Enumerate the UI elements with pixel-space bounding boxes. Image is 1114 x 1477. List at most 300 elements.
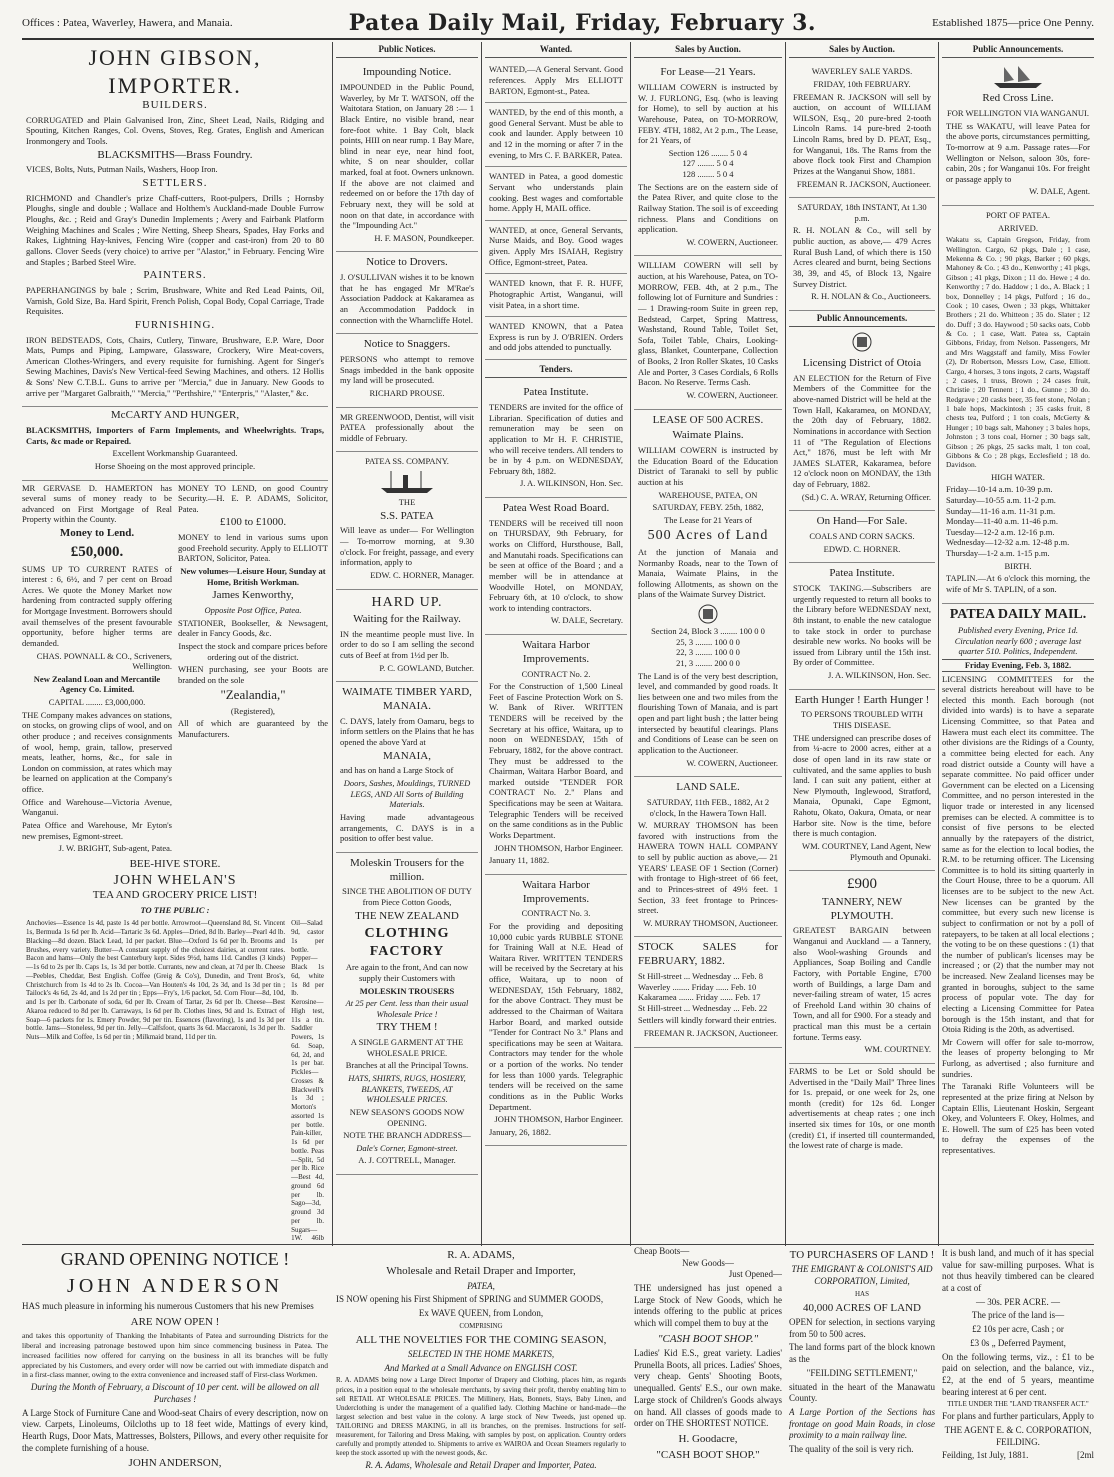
stock-sign: FREEMAN R. JACKSON, Auctioneer. — [643, 1028, 778, 1038]
tide-row: Thursday—1-2 a.m. 1-15 p.m. — [946, 548, 1050, 558]
anderson-sign: JOHN ANDERSON, — [128, 1457, 222, 1470]
licensing-ad — [789, 353, 935, 511]
hardup-ad — [336, 590, 478, 683]
mail-date: Friday Evening, Feb. 3, 1882. — [942, 659, 1094, 672]
timber-heading: WAIMATE TIMBER YARD, MANAIA. — [342, 686, 472, 712]
tide-row: Monday—11-40 a.m. 11-46 p.m. — [946, 516, 1058, 527]
money-text: SUMS UP TO CURRENT RATES of interest : 6, 6½, and 7 per cent on Broad Acres. We quote the Money Market now hardening from contracted supply offering for Mortgage Investment. Borrowers should avail themselves of the present favourable opportunity, before higher terms are demanded. — [22, 563, 172, 648]
boot-list: Ladies' Kid E.S., great variety. Ladies' Prunella Boots, all prices. Ladies' Shoes, very cheap. Gents' Shooting Boots, unequalled. Gents' E.S., our own make. Large stock of Children's Goods always on hand. All classes of goods made to order on THE SHORTEST NOTICE. — [634, 1348, 782, 1429]
hardup-sign: P. C. GOWLAND, Butcher. — [379, 662, 474, 673]
anderson-name: JOHN ANDERSON — [67, 1275, 283, 1298]
adams-ship: Ex WAVE QUEEN, from London, — [418, 1307, 544, 1318]
timber-goods: Doors, Sashes, Mouldings, TURNED LEGS, AND All Sorts of Building Materials. — [343, 778, 471, 810]
acres500: 500 Acres of Land — [647, 528, 769, 544]
tannery-price: £900 — [847, 876, 877, 893]
junction-text: At the junction of Manaia and Normanby Roads, near to the Town of Manaia, Waimate Plains, in the following Allotments, as shown on the plans of the Waimate Survey District. — [638, 546, 778, 600]
furniture-text: A Large Stock of Furniture Cane and Wood-seat Chairs of every description, now on view. Carpets, Linoleums, Oilcloths up to 18 feet wide, Mattings of every kind, Hearth Rugs, Door Mats, Mattresses, Bolsters, Pillows, and every other requisite for the complete furnishing of a house. — [22, 1407, 328, 1453]
snaggers-ad — [336, 334, 478, 407]
boots-text: WHEN purchasing, see your Boots are branded on the sole — [178, 664, 328, 685]
beehive-heading: BEE-HIVE STORE. — [129, 857, 221, 870]
single-garment: A SINGLE GARMENT AT THE WHOLESALE PRICE. — [350, 1037, 464, 1058]
port-ad — [942, 206, 1094, 604]
zealandia-foot: All of which are guaranteed by the Manufacturers. — [178, 718, 328, 739]
section-row: Section 126 ........ 5 0 4 — [668, 147, 748, 158]
wanted-5: WANTED known, that F. R. HUFF, Photographic Artist, Wanganui, will visit Patea, in a short time. — [485, 276, 627, 317]
arrived-text: Wakatu ss, Captain Gregson, Friday, from Wellington. Cargo, 62 pkgs, Dale ; 1 case, Mekenna & Co. ; 90 pkgs, Barker ; 60 pkgs, Mahoney & Co. ; 43 do., Kenworthy ; 41 pkgs, Gibson ; 41 pkgs, Dixon ; 11 do. Hewe ; 4 do. Kenworthy ; 7 do. Haddow ; 1 do., A. Black ; 1 box, Donnelley ; 14 pkgs, Pulford ; 16 do., Cook ; 10 cases, Owen ; 33 pkgs, Whittaker Brothers ; 21 do. Whitteon ; 35 do. Slater ; 12 do. Duff ; 3 do. Haywood ; 50 sacks oats, Cobb & Co. ; 1 case, Watt. Patea ss, Captain Gibbons, Friday, from Nelson. Passengers, Mr and Mrs Waggstaff and family, Miss Fowler (2), Dr Robertson, Messrs Low, Case, Elliott. Cargo, 4 horses, 3 tons ingots, 2 carts, Wagstaff ; 2 cases, 1 truss, Brown ; 24 cases fruit, Christie ; 20 Tennent ; 1 do., Gunne ; 30 do. Redgrave ; 20 casks beer, 35 feet stone, Nolan ; 1 bale hops, Mackintosh ; 35 casks fruit, 8 chests tea, Pulford ; 1 ton coals, McGerty & Hunger ; 10 bags salt, Mahoney ; 3 bales hops, Johnston ; 3 tons coal, Horner ; 30 bags salt, Gibson ; 26 pkgs, 25 sacks malt, 1 ton coal, Gibbons & Co ; 28 pkgs, Ecclesfield ; 18 do. Davidson. — [946, 235, 1090, 470]
grand-opening-heading: GRAND OPENING NOTICE ! — [60, 1249, 290, 1269]
coals-text: COALS AND CORN SACKS. — [809, 531, 915, 541]
timber-text-2: and has on hand a Large Stock of — [340, 765, 454, 776]
gibson-ad — [22, 42, 328, 407]
red-cross-heading: Red Cross Line. — [982, 92, 1054, 105]
dentist-ad — [336, 408, 478, 453]
nolan-sign: R. H. NOLAN & Co., Auctioneers. — [811, 291, 931, 302]
section-row: 127 ........ 5 0 4 — [682, 158, 734, 169]
column-rule — [332, 42, 333, 1246]
column-public-notices — [336, 42, 478, 1242]
new-season: NEW SEASON'S GOODS NOW OPENING. — [349, 1106, 465, 1128]
tide-row: Friday—10-14 a.m. 10-39 p.m. — [946, 484, 1053, 495]
money-ads — [22, 481, 328, 856]
dentist-text: MR GREENWOOD, Dentist, will visit PATEA professionally about the middle of February. — [340, 411, 474, 443]
wanted-2: WANTED, by the end of this month, a good General Servant. Must be able to cook and launder. Apply between 10 and 12 in the morning or after 7 in the evening, to Mrs C. F. BARKER, Patea. — [485, 105, 627, 167]
lend-amount: £100 to £1000. — [219, 516, 287, 529]
adams-place: PATEA, — [467, 1280, 495, 1291]
try-them: TRY THEM ! — [376, 1021, 438, 1034]
sat18: SATURDAY, 18th INSTANT, At 1.30 p.m. — [797, 202, 927, 223]
money-amount: £50,000. — [70, 543, 124, 560]
ss-sign: EDW. C. HORNER, Manager. — [370, 569, 474, 580]
furlong-lease-ad — [634, 62, 782, 256]
harbor-text: For the Construction of 1,500 Lineal Feet of Fascine Protection Work on S. W. Bank of River. WRITTEN TENDERS will be received by the Secretary at his office, Waitara, up to noon on WEDNESDAY, 15th of February, 1882, for the above contract. They must be addressed to the Chairman, Waitara Harbor Board, and marked outside "TENDER FOR CONTRACT No. 2." Plans and Specifications may be seen at Waitara. Telegraphic Tenders will be received on the same conditions as in the Public Works Department. — [489, 681, 623, 840]
adams-text: R. A. ADAMS being now a Large Direct Importer of Drapery and Clothing, places him, as regards prices, in a position equal to the wholesale merchants, by saving their profit, thereby enabling him to sell RETAIL AT WHOLESALE PRICES. The Millinery, Hats, Bonnets, Stays, Baby Linen, and Underclothing is under the management of a qualified lady. Clothing Machine or hand-made—the largest selection and best value in the colony. A large stock of New Tweeds, just opened up. TAILORING and DRESS MAKING, in all its branches, on the premises. Instructions for self-measurement, for Tailoring and Dress Making, with samples by post, on application. Country orders carefully and promptly attended to. Shipments to arrive ex WAIROA and Ocean Steamers regularly to keep the stock assorted up with the newest goods, &c. — [336, 1376, 626, 1458]
sale-date: SATURDAY, FEBY. 25th, 1882, — [652, 502, 764, 513]
column-auctions-2 — [789, 42, 935, 1242]
warehouse: WAREHOUSE, PATEA, ON — [658, 489, 758, 500]
moleskin-trousers: MOLESKIN TROUSERS — [359, 985, 455, 996]
zealandia-registered: (Registered), — [230, 705, 276, 716]
anderson-text-2: and takes this opportunity of Thanking the Inhabitants of Patea and surrounding Districts for the liberal and increasing patronage bestowed upon him since commencing business in Patea. The increased facilities now offered for carrying on the business in all its branches will be fully appreciated by his Customers, and every order will now be carried out with immediate dispatch and in a first-class manner, owing to the extra convenience and increased staff of First-class Workmen. — [22, 1331, 328, 1380]
settlers-heading: SETTLERS. — [142, 177, 208, 189]
boot-head-1: Cheap Boots— — [634, 1246, 690, 1256]
land-sale-date: SATURDAY, 11th FEB., 1882, At 2 o'clock, In the Hawera Town Hall. — [646, 796, 770, 818]
tide-row: Tuesday—12-2 a.m. 12-16 p.m. — [946, 526, 1055, 537]
drovers-ad — [336, 252, 478, 334]
boot-text: THE undersigned has just opened a Large Stock of New Goods, which he intends offering to the public at prices which will compel them to buy at the — [634, 1283, 782, 1329]
adams-open: IS NOW opening his First Shipment of SPRING and SUMMER GOODS, — [336, 1294, 604, 1305]
nzloan-text: THE Company makes advances on stations, on stocks, on growing clips of wool, and on other produce ; and receives consignments of wool, hemp, grain, tallow, preserved meats, leather, horns, &c., for sale in London on commission, at rates which may be learned on application at the Company's office. — [22, 709, 172, 794]
thomson-text: W. MURRAY THOMSON has been favored with instructions from the HAWERA TOWN HALL COMPANY to sell by public auction as above,— 21 YEARS' LEASE OF 1 Section (Corner) with frontage to High-street of 66 feet, and to Princes-street of 49½ feet. 1 Section, 33 feet frontage to Princes-street. — [638, 820, 778, 916]
section-rule — [22, 1244, 1094, 1245]
tide-row: Wednesday—12-32 a.m. 12-48 p.m. — [946, 537, 1070, 548]
adams-name: R. A. ADAMS, — [447, 1249, 515, 1261]
editorial-licensing: LICENSING COMMITTEES for the several districts hereabout will have to be elected this month. Each borough (not divided into wards) is to have a separate Licensing Committee, so that Patea and Hawera must each elect its committee. The other divisions are the Ridings of a County, a committee being elected for each. Any road district outside a County will have a separate committee. No paid officer under Government can be elected on a Licensing Committee, and no person interested in the liquor trade or interested in any licensed premises can be elected. A committee is to consist of five persons to be elected annually by the ratepayers of the district, same as for the election to local bodies, the R.M. to be returning officer. The Licensing Committee is to hold its sitting quarterly in the Court House, three to be a quorum. All licenses are to be subject to the new Act. New licenses can be granted by the committee, but every such new license is subject to confirmation or not by a poll of ratepayers, to be taken at all local elections ; the voting to be on these questions : (1) that the number of publican's licenses may be increased ; or (2) that the number may not be increased. New Zealand licenses may be granted in boroughs, subject to the same process of popular vote. The day for electing a Licensing Committee for Patea borough is the 15th instant, and that for Otoia Riding is the 20th, as advertised. — [942, 673, 1094, 1035]
column-gibson — [22, 42, 328, 1242]
sailing-ship-icon — [988, 64, 1048, 90]
factory-heading: CLOTHING FACTORY — [364, 926, 450, 959]
terms: On the following terms, viz., : £1 to be paid on selection, and the balance, viz., £2, at the end of 5 years, meantime bearing interest at 6 per cent. — [942, 1351, 1094, 1397]
stock-sales-heading: STOCK SALES for FEBRUARY, 1882. — [638, 941, 778, 968]
wanted-4: WANTED, at once, General Servants, Nurse Maids, and Boy. Good wages given. Apply Mrs ISAIAH, Registry Office, Egmont-street, Patea. — [485, 223, 627, 275]
stock-row: St Hill-street ... Wednesday ... Feb. 22 — [638, 1002, 768, 1013]
lend-ad: MONEY TO LEND, on good Country Security.—H. E. P. ADAMS, Solicitor, Patea. — [178, 482, 328, 514]
to-the-public: TO THE PUBLIC : — [140, 904, 210, 915]
acres-heading: 40,000 ACRES OF LAND — [803, 1301, 921, 1314]
clothing-factory-ad — [336, 853, 478, 1175]
furniture-sale-text: WILLIAM COWERN will sell by auction, at his Warehouse, Patea, on TO-MORROW, FEB. 4th, at 2 p.m., The following lot of Furniture and Sundries :— 1 Drawing-room Suite in green rep, Bedstead, Carpet, Spring Mattress, Washstand, Round Table, Toilet Set, Sofa, Toilet Table, Chairs, Looking-glass, Blanket, Counterpane, Collection of Books, 2 Iron Roller Skates, 10 Casks Ale and Porter, 3 Cases Cordials, 6 Rolls Bacon. No Reserve. Terms Cash. — [638, 260, 778, 388]
tannery-sign: WM. COURTNEY. — [864, 1044, 931, 1055]
impound-ad — [336, 62, 478, 252]
furniture-sale-sign: W. COWERN, Auctioneer. — [686, 389, 778, 400]
coals-ad — [789, 511, 935, 563]
snaggers-sign: RICHARD PROUSE. — [369, 387, 445, 398]
waimate-text: WILLIAM COWERN is instructed by the Education Board of the Education District of Taranaki to sell by public auction at his — [638, 445, 778, 487]
institute-tender — [485, 382, 627, 498]
section-row: 128 ........ 5 0 4 — [682, 169, 734, 179]
drovers-heading: Notice to Drovers. — [366, 256, 448, 269]
waimate-sign: W. COWERN, Auctioneer. — [686, 757, 778, 768]
cowern-lease-text: WILLIAM COWERN is instructed by W. J. FURLONG, Esq. (who is leaving for Home), to sell by auction at his Warehouse, Patea, on TO-MORROW, FEBY. 4TH, 1882, At 2 p.m., The Lease, for 21 Years, of — [638, 82, 778, 146]
kenworthy-text: STATIONER, Bookseller, & Newsagent, dealer in Fancy Goods, &c. — [178, 617, 328, 639]
harbor-sign: JOHN THOMSON, Harbor Engineer. — [494, 842, 623, 853]
block-row: 25, 3 ........ 100 0 0 — [676, 636, 740, 647]
masthead-established: Established 1875—price One Penny. — [932, 17, 1094, 29]
wanted-6: WANTED KNOWN, that a Patea Express is run by J. O'BRIEN. Orders and odd jobs attended to punctually. — [485, 319, 627, 360]
block-list — [638, 626, 778, 669]
impound-heading: Impounding Notice. — [362, 66, 452, 79]
portion: A Large Portion of the Sections has frontage on good Main Roads, in close proximity to a main railway line. — [789, 1406, 935, 1441]
harbor2-date: January, 26, 1882. — [489, 1126, 552, 1137]
nolan-ad — [789, 198, 935, 311]
whelan-sub: TEA AND GROCERY PRICE LIST! — [92, 889, 258, 901]
stock-sales-ad — [634, 937, 782, 1047]
drovers-text: J. O'SULLIVAN wishes it to be known that he has engaged Mr M'Rae's Association Paddock at Kakaramea as an Accommodation Paddock in connection with the Wharncliffe Hotel. — [340, 272, 474, 325]
nzloan-office: Office and Warehouse—Victoria Avenue, Wanganui. — [22, 796, 172, 818]
branches: Branches at all the Principal Towns. — [345, 1060, 469, 1071]
novelties: ALL THE NOVELTIES FOR THE COMING SEASON, — [355, 1333, 607, 1346]
column-rule — [481, 42, 482, 1246]
marked: And Marked at a Small Advance on ENGLISH COST. — [384, 1362, 578, 1373]
harbor-contract: CONTRACT No. 2. — [521, 668, 591, 679]
painters-heading: PAINTERS. — [143, 269, 207, 282]
tannery-heading: TANNERY, NEW PLYMOUTH. — [821, 895, 903, 922]
furnishing-heading: FURNISHING. — [134, 318, 216, 331]
agent: THE AGENT E. & C. CORPORATION, FEILDING. — [944, 1425, 1092, 1447]
block-row: Section 24, Block 3 ........ 100 0 0 — [651, 626, 765, 636]
institute-text: TENDERS are invited for the office of Librarian. Specification of duties and remuneration may be seen on application to Mr H. F. CHRISTIE, who will receive tenders. All tenders to be in by 4 p.m. on WEDNESDAY, February 8th, 1882. — [489, 402, 623, 476]
adams-ad — [336, 1246, 626, 1477]
waimate-heading: Waimate Plains. — [672, 429, 744, 442]
road-board-heading: Patea West Road Board. — [502, 502, 610, 514]
road-board-text: TENDERS will be received till noon on THURSDAY, 9th February, for works on Clifford, Hursthouse, Ball, and Manutahi roads. Specifications can be seen at office of the Board ; and a member will be in attendance at Woodville Hotel, on MONDAY, February 6th, at 10 o'clock, to show work to intending contractors. — [489, 517, 623, 613]
open-selection: OPEN for selection, in sections varying from 50 to 500 acres. — [789, 1317, 935, 1339]
blacksmiths-text: VICES, Bolts, Nuts, Putman Nails, Washers, Hoop Iron. — [26, 164, 218, 175]
blacksmiths-heading: BLACKSMITHS—Brass Foundry. — [97, 148, 253, 161]
mccarty-heading: McCARTY AND HUNGER, — [110, 409, 240, 422]
purchasers-heading: TO PURCHASERS OF LAND ! — [789, 1249, 935, 1261]
red-cross-ad — [942, 62, 1094, 206]
boot-shop-ad — [634, 1246, 782, 1477]
steamship-icon — [377, 469, 437, 495]
licensing-sign: (Sd.) C. A. WRAY, Returning Officer. — [801, 491, 931, 502]
note-address: NOTE THE BRANCH ADDRESS— — [343, 1130, 471, 1141]
anderson-ad — [22, 1246, 328, 1477]
ss-name: S.S. PATEA — [380, 509, 434, 522]
kenworthy-sub: Opposite Post Office, Patea. — [204, 605, 302, 615]
earth-text: THE undersigned can prescribe doses of from ¼-acre to 2000 acres, either at a dose of open land in its raw state or cultivated, and the same applies to bush land. I can suit any patient, either at New Plymouth, Inglewood, Stratford, Manaia, Opunaki, Cape Egmont, Rahotu, Okato, Oakura, Omata, or near Harbor site. Now is the time, before there is much contagion. — [793, 732, 931, 839]
thomson-sign: W. MURRAY THOMSON, Auctioneer. — [643, 917, 778, 928]
licensing-heading: Licensing District of Otoia — [802, 357, 922, 369]
whelan-name: JOHN WHELAN'S — [113, 872, 237, 888]
mail-sub: Published every Evening, Price 1d. Circulation nearly 600 ; average last quarter 510. Politics, Independent. — [954, 625, 1082, 657]
nzloan-agent: Patea Office and Warehouse, Mr Eyton's new premises, Egmont-street. — [22, 819, 172, 841]
harbor2-text: For the providing and depositing 10,000 cubic yards RUBBLE STONE for Training Wall at N.E. Head of Waitara River. WRITTEN TENDERS will be received by the Secretary at his office, Waitara, up to noon of WEDNESDAY, 15th February, 1882, for the above Contract. They must be addressed to the Chairman of Waitara Harbor Board, and marked outside "Tender for Contract No 3." Plans and specifications may be seen at Waitara. Contractors may tender for the whole or a portion of the works. No tender for less than 1000 yards. Telegraphic tenders will be received on the same conditions as in the Public Works Department. — [489, 920, 623, 1112]
institute-sign: J. A. WILKINSON, Hon. Sec. — [519, 478, 623, 489]
red-cross-sub: FOR WELLINGTON VIA WANGANUI. — [947, 108, 1089, 118]
kenworthy-inspect: Inspect the stock and compare prices before ordering out of the district. — [178, 640, 328, 662]
lease21: The Lease for 21 Years of — [664, 514, 752, 525]
zealandia-brand: "Zealandia," — [220, 687, 286, 703]
quality: The quality of the soil is very rich. — [789, 1443, 914, 1454]
hats-list: HATS, SHIRTS, RUGS, HOSIERY, BLANKETS, TWEEDS, AT WHOLESALE PRICES. — [348, 1073, 466, 1105]
harbor2-contract: CONTRACT No. 3. — [521, 908, 591, 919]
stocktaking-text: STOCK TAKING.—Subscribers are urgently requested to return all books to the Library before WEDNESDAY next, 8th instant, to enable the new catalogue to take stock in order to purchase desirable new works. No books will be issued from Library until the 15th inst. By order of Committee. — [793, 583, 931, 668]
road-board-sign: W. DALE, Secretary. — [550, 615, 623, 626]
stocktaking-ad — [789, 563, 935, 689]
whelan-ad — [22, 856, 328, 1242]
harbor-heading: Waitara Harbor Improvements. — [522, 639, 590, 665]
settlers-text: RICHMOND and Chandler's prize Chaff-cutters, Root-pulpers, Drills ; Hornsby Ploughs, single and double ; Wallace and Holthem's Auckland-made Double Furrow Ploughs, &c. ; Reid and Gray's Dunedin Implements ; Avery and Fairbank Platform Weighing Machines and Scales ; Wire Netting, Sheep Shears, Spades, Hay Forks and Rakes, Lightning Hay-knives, Fencing Wire (copper and cast-iron) from 20 to 80 gallons. Clover Seeds (very choice) to arrive per "Alastor," in February. Fencing Wire and Staples ; Barbed Steel Wire. — [26, 192, 324, 267]
nzloan-heading: New Zealand Loan and Mercantile Agency Co. Limited. — [33, 673, 161, 695]
stock-row: Waverley ........ Friday ...... Feb. 10 — [638, 981, 757, 992]
snaggers-text: PERSONS who attempt to remove Snags imbedded in the bank opposite my land will be prosecuted. — [340, 354, 474, 386]
factory-text: Are again to the front, And can now supply their Customers with — [345, 962, 469, 983]
lease-heading: For Lease—21 Years. — [660, 66, 756, 79]
column-rule — [630, 42, 631, 1246]
land-sale-ad — [634, 777, 782, 937]
coals-sign: EDWD. C. HORNER. — [823, 543, 901, 554]
impound-text: IMPOUNDED in the Public Pound, Waverley, by Mr T. WATSON, off the Waitotara Station, on January 28 :— 1 Black Entire, no visible brand, near fore-foot white. 1 Bay Colt, black points, HIII on near rump. 1 Bay Mare, blind in near eye, near hind foot, white, S on near shoulder, collar marked, foal at foot. Owners unknown. If the above are not claimed and redeemed on or before the 17th day of February next, they will be sold at noon on that date, in accordance with the "Impounding Act." — [340, 82, 474, 231]
comprising: COMPRISING — [459, 1321, 503, 1330]
timber-place: MANAIA, — [383, 749, 431, 762]
timber-ad — [336, 682, 478, 853]
section-list — [638, 148, 778, 180]
feilding-ad — [789, 1246, 935, 1477]
gibson-title: JOHN GIBSON, IMPORTER. — [88, 45, 262, 98]
coat-of-arms-icon — [688, 602, 728, 626]
mccarty-text: BLACKSMITHS, Importers of Farm Implements, and Wheelwrights. Traps, Carts, &c made or Repaired. — [26, 425, 324, 446]
tannery-ad — [789, 871, 935, 1064]
harbor-tender-2 — [485, 635, 627, 875]
harbor-tender-3 — [485, 875, 627, 1147]
adams-sub: Wholesale and Retail Draper and Importer, — [386, 1265, 576, 1278]
harbor-date: January 11, 1882. — [489, 855, 550, 866]
moleskin-heading: Moleskin Trousers for the million. — [350, 856, 464, 883]
ss-the: THE — [398, 497, 416, 507]
tide-row: Sunday—11-16 a.m. 11-31 p.m. — [946, 505, 1056, 516]
anderson-text: HAS much pleasure in informing his numerous Customers that his new Premises — [22, 1301, 314, 1312]
editorial-cowern: Mr Cowern will offer for sale to-morrow, the leases of property belonging to Mr Furlong, as advertised ; also furniture and sundries. — [942, 1036, 1094, 1079]
price-list-right: Oil—Salad 9d, castor 1s per bottle. Pepper—Black 1s 6d, white 1s 8d per lb. Kerosine—High test, 11s a tin. Saddler Powers, 1s 6d. Soap, 6d, 2d, and 1s per bar. Pickles—Crosses & Blackwell's 1s 3d ; Morton's assorted 1s per bottle. Pain-killer, 1s 6d per bottle. Peas—Split, 5d per lb. Rice—Best 4d, ground 6d per lb. Sago—3d, ground 3d per lb. Sugars—1W. 46lb — [291, 919, 324, 1242]
masthead-offices: Offices : Patea, Waverley, Hawera, and Manaia. — [22, 17, 233, 29]
moleskin-sub: SINCE THE ABOLITION OF DUTY from Piece Cotton Goods, — [342, 886, 472, 907]
public-notices-header: Public Notices. — [336, 42, 478, 58]
builders-text: CORRUGATED and Plain Galvanised Iron, Zinc, Sheet Lead, Nails, Ridging and Spouting, Kitchen Ranges, Col. Ovens, Stoves, Reg. Grates, English and American Ironmongery and Tools. — [26, 114, 324, 146]
bush-text: It is bush land, and much of it has special value for saw-milling purposes. What is not thus heavily timbered can be cleared at a cost of — [942, 1248, 1094, 1294]
stock-row: Kakaramea ....... Friday ...... Feb. 17 — [638, 992, 761, 1003]
coat-of-arms-icon — [842, 331, 882, 353]
price-list-left: Anchovies—Essence 1s 4d, paste 1s 4d per bottle. Arrowroot—Queensland 8d, St. Vincent 1s, Bermuda 1s 6d per lb. Acid—Tartaric 3s 6d. Apples—Dried, 8d lb. Barley—Pearl 4d lb. Blacking—8d dozen. Black Lead, 1d per packet. Blue—Oxford 1s 6d per lb. Brooms and Brushes, every variety. Butter—A constant supply of the choicest dairies, at current rates. Bacon and hams—Only the best Canterbury kept. Sides 9½d, hams 11d. Candles (3 kinds)—1s 6d to 2s per lb. Caps 1s, 1s 3d per bottle. Currants, new and clean, at 7d per lb. Cheese—Peebles, Cheddar, Best English. Coffee (Greig & Co's), Dunedin, and Trent Bros's, Christchurch from 1s 4d to 2s lb. Cocoa—Van Houten's 4s 10d, 2s 3d, and 1s 3d per tin ; Tailock's 4s 6d, 2s 4d, and 1s 2d per tin ; Epps—Fry's, 1/6 packet, 5d. Corn Flour—8d, 10d, and 1s per lb. Carbonate of soda, 6d per lb. Cream of Tartar, 2s 6d per lb. Cheese—Best Akaroa reduced to 8d per lb. Carraways, 1s 6d per lb. Clothes lines, 9d and 1s. Extract of Soap—6 packets for 1s. Emery Powder, 9d per tin. Essences (flavoring), 1s and 1s 3d per bottle. Jams—Stoneless, 9d per tin. Jelly—Calfsfoot, quarts 3s 6d. Maccaroni, 1s 3d per lb. Nuts—Milk and Coffee, 1s 6d per tin ; Milkmaid brand, 11d per tin. — [26, 919, 286, 1042]
has: HAS — [854, 1289, 869, 1298]
kenworthy-heading: James Kenworthy, — [212, 589, 294, 602]
tenders-header: Tenders. — [485, 362, 627, 378]
public-announcements-header: Public Announcements. — [789, 311, 935, 327]
boot-head-2: New Goods— — [682, 1257, 734, 1268]
timber-text: C. DAYS, lately from Oamaru, begs to inform settlers on the Plains that he has opened the above Yard at — [340, 715, 474, 747]
red-cross-sign: W. DALE, Agent. — [1029, 186, 1090, 197]
auctions2-header: Sales by Auction. — [789, 42, 935, 58]
furniture-sale-ad — [634, 256, 782, 409]
impound-sign: H. F. MASON, Poundkeeper. — [374, 232, 474, 243]
cowern-lease-sign: W. COWERN, Auctioneer. — [686, 236, 778, 247]
nolan-text: R. H. NOLAN & Co., will sell by public auction, as above,— 479 Acres Rural Bush Land, of which there is 150 Acres cleared and burnt, being Sections 38, 39, and 45, of Block 13, Ngaire Survey District. — [793, 225, 931, 289]
earth-heading: Earth Hunger ! Earth Hunger ! — [794, 693, 930, 706]
licensing-text: AN ELECTION for the Return of Five Members of the Committee for the above-named District will be held at the Town Hall, Kakaramea, on MONDAY, the 20th day of February, 1882. Nominations in accordance with Section 11 of "The Regulation of Elections Act," 1876, must be left with Mr JAMES SLATER, Kakaramea, before 12 o'clock noon on MONDAY, the 13th day of February, 1882. — [793, 372, 931, 489]
boot-sign: H. Goodacre, — [678, 1432, 738, 1445]
birth-text: TAPLIN.—At 6 o'clock this morning, the wife of Mr S. TAPLIN, of a son. — [946, 573, 1090, 594]
institute-heading: Patea Institute. — [829, 567, 895, 580]
block-row: 21, 3 ........ 200 0 0 — [676, 657, 740, 668]
lease500-heading: LEASE OF 500 ACRES. — [652, 413, 764, 426]
hardup-sub: Waiting for the Railway. — [353, 613, 461, 625]
feilding-ad-cont — [942, 1246, 1094, 1477]
mail-title: PATEA DAILY MAIL. — [949, 606, 1087, 622]
mccarty-shoeing: Horse Shoeing on the most approved principle. — [94, 460, 256, 471]
emigrant-corp: THE EMIGRANT & COLONIST'S AID CORPORATION, Limited, — [791, 1264, 933, 1286]
price-heading: The price of the land is— — [971, 1310, 1065, 1321]
situated: situated in the heart of the Manawatu County. — [789, 1381, 935, 1404]
auctions-header: Sales by Auction. — [634, 42, 782, 58]
boot-shop-name: "CASH BOOT SHOP." — [657, 1332, 759, 1345]
arrived-heading: ARRIVED. — [998, 222, 1038, 233]
mccarty-guarantee: Excellent Workmanship Guaranteed. — [112, 448, 238, 459]
tide-row: Saturday—10-55 a.m. 11-2 p.m. — [946, 494, 1056, 505]
timber-foot: Having made advantageous arrangements, C. DAYS is in a position to offer best value. — [340, 811, 474, 844]
ss-patea-ad — [336, 452, 478, 589]
feilding-settlement: "FEILDING SETTLEMENT," — [806, 1367, 918, 1378]
adams-sign: R. A. Adams, Wholesale and Retail Draper and Importer, Patea. — [365, 1460, 597, 1471]
land-text: The Land is of the very best description, level, and commanded by good roads. It lies between one and two miles from the flourishing Town of Manaia, and is part open and part light bush ; the latter being intersected by beautiful clearings. Plans and Conditions of Lease can be seen on application to the Auctioneer. — [638, 670, 778, 755]
snaggers-heading: Notice to Snaggers. — [363, 338, 451, 351]
lend-ad-2: MONEY to lend in various sums upon good Freehold security. Apply to ELLIOTT BARTON, Solicitor, Patea. — [178, 532, 328, 564]
port-heading: PORT OF PATEA. — [986, 210, 1050, 220]
institute-heading: Patea Institute. — [523, 386, 589, 399]
cost: — 30s. PER ACRE. — — [975, 1296, 1060, 1307]
now-open: ARE NOW OPEN ! — [130, 1316, 220, 1329]
road-board-tender — [485, 498, 627, 635]
date-row — [942, 1450, 1094, 1462]
onhand-heading: On Hand—For Sale. — [816, 515, 908, 528]
wanted-1: WANTED,—A General Servant. Good references. Apply Mrs ELLIOTT BARTON, Egmont-st., Patea. — [485, 62, 627, 103]
column-rule — [938, 42, 939, 1246]
masthead — [22, 8, 1094, 40]
waverley-yards-ad — [789, 62, 935, 198]
cottrell-sign: A. J. COTTRELL, Manager. — [358, 1155, 456, 1166]
hardup-heading: HARD UP. — [371, 594, 443, 610]
block-text: The land forms part of the block known as the — [789, 1342, 935, 1365]
painters-text: PAPERHANGINGS by bale ; Scrim, Brushware, White and Red Lead Paints, Oil, Varnish, Gold Size, Ba. Hard Spirit, French Polish, Copal Body, Copal Carriage, Trade Requisites. — [26, 284, 324, 317]
tide-heading: HIGH WATER. — [991, 471, 1045, 482]
earth-sub: TO PERSONS TROUBLED WITH THIS DISEASE. — [800, 709, 924, 730]
money-heading: Money to Lend. — [59, 527, 135, 539]
title-act: TITLE UNDER THE "LAND TRANSFER ACT." — [947, 1400, 1089, 1409]
earth-sign: WM. COURTNEY, Land Agent, New Plymouth and Opunaki. — [802, 840, 931, 862]
column-auctions — [634, 42, 782, 1242]
block-row: 22, 3 ........ 100 0 0 — [676, 647, 740, 658]
ss-heading: PATEA SS. COMPANY. — [365, 456, 449, 467]
yards-date: FRIDAY, 10th FEBRUARY. — [813, 78, 911, 89]
nzloan-capital: CAPITAL ........ £3,000,000. — [48, 697, 146, 707]
tannery-text: GREATEST BARGAIN between Wanganui and Auckland — a Tannery, also Wool-washing Grounds and Appliances, Soap Boiling and Candle Factory, with Portable Engine, £700 worth of Buildings, a large Dam and never-failing stream of water, 15 acres of Freehold Land within 30 chains of Town, and all for £900. For a steady and practical man this must be a certain fortune. Terms easy. — [793, 925, 931, 1042]
cowern-lease-detail: The Sections are on the eastern side of the Patea River, and quite close to the Railway Station. The soil is of exceeding richness. Plans and Conditions on application. — [638, 181, 778, 235]
announcements-header: Public Announcements. — [942, 42, 1094, 58]
wanted-3: WANTED in Patea, a good domestic Servant who understands plain cooking. Best wages and comfortable home. Apply H, MAIL office. — [485, 169, 627, 221]
earth-hunger-ad — [789, 690, 935, 872]
birth-heading: BIRTH. — [1004, 560, 1032, 571]
jackson-text: FREEMAN R. JACKSON will sell by auction, on account of WILLIAM WILSON, Esq., 20 pure-bred 2-tooth Lincoln Rams. 14 pure-bred 2-tooth Lincoln Rams, bred by D. PEAT, Esq., for Wanganui, 18s. The Rams from the above flock took First and Champion Prizes at the Wanganui Show, 1881. — [793, 91, 931, 176]
boot-head-3: Just Opened— — [728, 1269, 782, 1280]
farms-ad: FARMS to be Let or Sold should be Advertised in the "Daily Mail" Three lines for 1s. prepaid, or one week for 2s, one month (credit) for 12s 6d. Longer advertisements at cheap rates ; one inch inserted six times for 10s, or one month (credit) £1, if inserted till countermanded, the lowest rate of charge is made. — [789, 1065, 935, 1151]
land-sale-heading: LAND SALE. — [676, 781, 740, 794]
column-wanted — [485, 42, 627, 1242]
moleskin-price: At 25 per Cent. less than their usual Wholesale Price ! — [345, 998, 469, 1019]
jackson-sign: FREEMAN R. JACKSON, Auctioneer. — [796, 178, 931, 189]
nz-heading: THE NEW ZEALAND — [355, 909, 459, 922]
price-cash: £2 10s per acre, Cash ; or — [972, 1324, 1064, 1335]
waimate-lease-ad — [634, 410, 782, 778]
stocktaking-sign: J. A. WILKINSON, Hon. Sec. — [827, 670, 931, 680]
builders-heading: BUILDERS. — [142, 99, 208, 111]
harbor2-sign: JOHN THOMSON, Harbor Engineer. — [494, 1114, 623, 1125]
branch-address: Dale's Corner, Egmont-street. — [356, 1142, 458, 1153]
price-deferred: £3 0s „ Deferred Payment, — [970, 1337, 1066, 1348]
leisure-hour: New volumes—Leisure Hour, Sunday at Home, British Workman. — [180, 566, 326, 587]
money-sign: CHAS. POWNALL & CO., Scriveners, Wellington. — [36, 650, 172, 672]
discount-text: During the Month of February, a Discount of 10 per cent. will be allowed on all Purchases ! — [30, 1382, 320, 1404]
selected: SELECTED IN THE HOME MARKETS, — [407, 1349, 555, 1360]
feilding-date: Feilding, 1st July, 1881. — [942, 1450, 1029, 1461]
wanted-header: Wanted. — [485, 42, 627, 58]
stock-foot: Settlers will kindly forward their entries. — [638, 1015, 777, 1026]
plans: For plans and further particulars, Apply to — [942, 1411, 1094, 1422]
ad-tag: [2ml — [1077, 1450, 1094, 1461]
hardup-text: IN the meantime people must live. In order to do so I am selling the second cuts of Beef at from 1½d per lb. — [340, 628, 474, 660]
editorial — [942, 606, 1094, 1156]
masthead-title: Patea Daily Mail, Friday, February 3. — [348, 10, 817, 36]
ss-text: Will leave as under— For Wellington— To-morrow morning, at 9.30 o'clock. For freight, passage, and every information, apply to — [340, 525, 474, 568]
column-announcements — [942, 42, 1094, 1242]
red-cross-text: THE ss WAKATU, will leave Patea for the above ports, circumstances permitting, To-morrow at 9 a.m. Passage rates—For Wellington or Nelson, saloon 30s, fore-cabin, 20s ; for Wanganui 10s. For freight or passage apply to — [946, 120, 1090, 184]
mccarty-ad — [22, 407, 328, 480]
editorial-rifles: The Taranaki Rifle Volunteers will be represented at the prize firing at Nelson by Captain Ellis, Lieutenant Hoskin, Sergeant Okey, and Volunteers F. Okey, Holmes, and E. Howell. The sum of £25 has been voted to defray the expenses of the representatives. — [942, 1081, 1094, 1155]
furnishing-text: IRON BEDSTEADS, Cots, Chairs, Cutlery, Tinware, Brushware, E.P. Ware, Door Mats, Pumps and Piping, Lampware, Glassware, Crockery, Wire Meat-covers, American Clothes-Wringers, and every requisite for furnishing. Agent for Singer's Sewing Machines, Davis's New Vertical-feed Sewing Machines, and others. 12 Hollis & Sons' New C.T.B.L. Guns to arrive per "Mercia," due in January. New Goods to arrive per "Margaret Galbraith," "Mercia," "Perthshire," "Enterpris," "Alaster," &c. — [26, 334, 324, 398]
harbor2-heading: Waitara Harbor Improvements. — [522, 878, 590, 905]
stock-row: St Hill-street ... Wednesday ... Feb. 8 — [638, 970, 763, 981]
boot-sign-2: "CASH BOOT SHOP." — [656, 1449, 760, 1462]
yards-heading: WAVERLEY SALE YARDS. — [811, 66, 913, 77]
nzloan-sign: J. W. BRIGHT, Sub-agent, Patea. — [58, 843, 172, 854]
hamerton-ad: MR GERVASE D. HAMERTON has several sums of money ready to be advanced on First Mortgage of Real Property within the County. — [22, 482, 172, 525]
